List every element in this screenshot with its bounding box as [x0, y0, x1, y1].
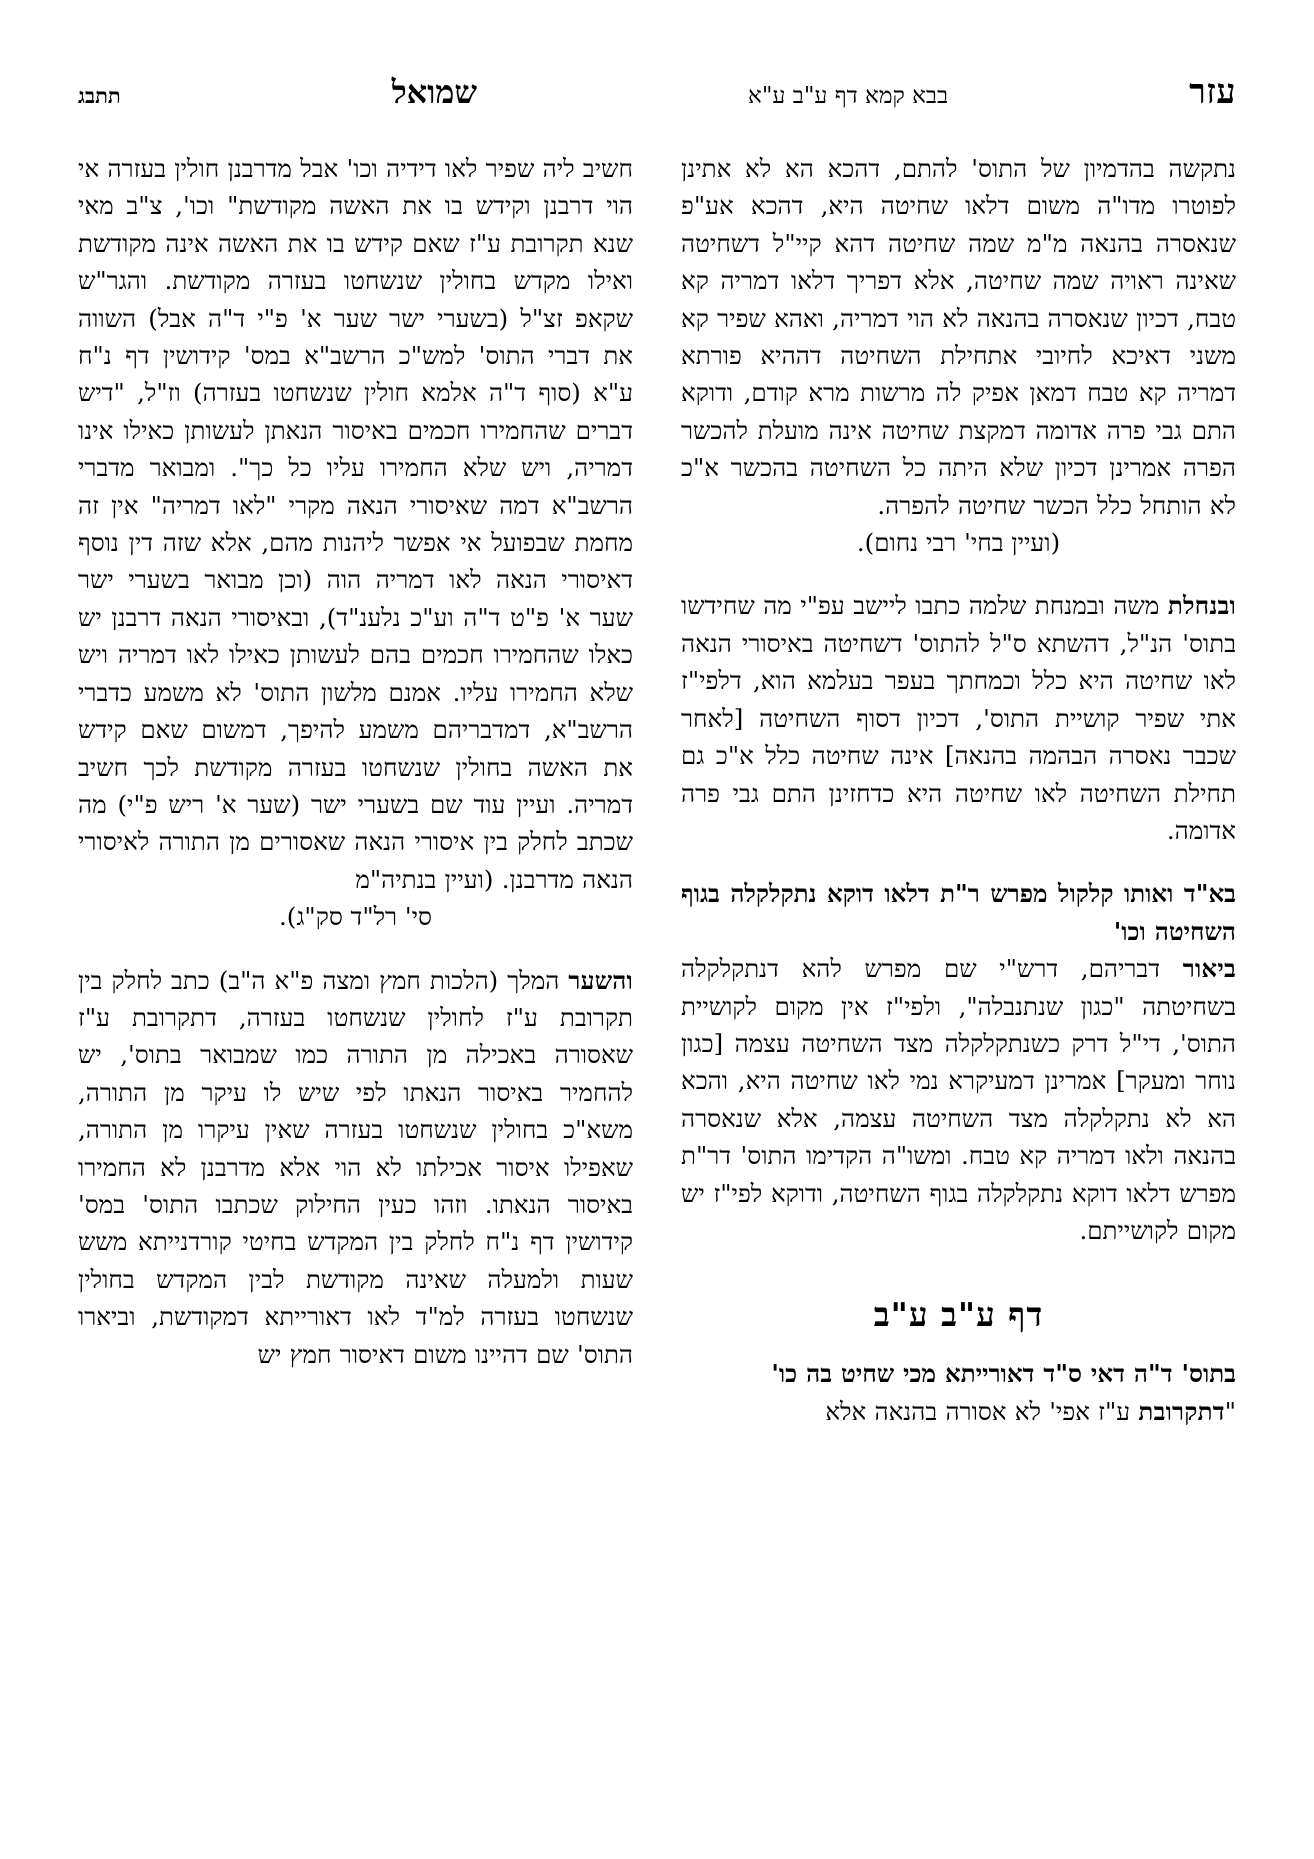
paragraph-vehashaar-hamelech: [78, 962, 633, 1373]
paragraph-dibur-hamatchil-betos: [681, 1355, 1236, 1392]
paragraph-siman-reference: [78, 898, 633, 935]
right-column: [681, 150, 1236, 1819]
lead-word-detikrovet: דתקרובת: [1138, 1396, 1225, 1426]
paragraph-beur: [681, 950, 1236, 1249]
page-header: [78, 72, 1236, 118]
lead-word-uvnachalat: ובנחלת: [1167, 591, 1236, 621]
paragraph-uvnachalat: [681, 587, 1236, 849]
quote-open-mark: ": [1224, 1396, 1236, 1426]
paragraph-netkasha: [681, 150, 1236, 524]
paragraph-body: ע"ז אפי' לא אסורה בהנאה אלא: [825, 1396, 1139, 1426]
paragraph-detikrovet: [681, 1393, 1236, 1430]
section-heading-daf-72b: דף ע"ב ע"ב: [873, 1295, 1044, 1335]
paragraph-vaayen-bechi: [681, 524, 1236, 561]
paragraph-body: משה ובמנחת שלמה כתבו ליישב עפ"י מה שחידשו בתוס' הנ"ל, דהשתא ס"ל להתוס' דשחיטה באיסורי הנאה לאו שחיטה היא כלל וכמחתך בעפר בעלמא הוא, דלפי"ז אתי שפיר קושיית התוס', דכיון דסוף השחיטה [לאחר שכבר נאסרה הבהמה בהנאה] אינה שחיטה כלל א"כ גם תחילת השחיטה לאו שחיטה היא כדחזינן התם גבי פרה אדומה.: [681, 591, 1236, 845]
lead-word-vehashaar: והשער: [568, 965, 633, 995]
header-work-name-ezer: עזר: [1189, 72, 1236, 112]
paragraph-continued-top: [78, 150, 633, 898]
lead-word-beur: ביאור: [1182, 954, 1236, 984]
paragraph-body: בא"ד ואותו קלקול מפרש ר"ת דלאו דוקא נתקלקלה בגוף השחיטה וכו': [681, 879, 1236, 946]
paragraph-body: חשיב ליה שפיר לאו דידיה וכו' אבל מדרבנן חולין בעזרה אי הוי דרבנן וקידש בו את האשה מקודשת" וכו', צ"ב מאי שנא תקרובת ע"ז שאם קידש בו את האשה אינה מקודשת ואילו מקדש בחולין שנשחטו בעזרה מקודשת. והגר"ש שקאפ זצ"ל (בשערי ישר שער א' פ"י ד"ה אבל) השווה את דברי התוס' למש"כ הרשב"א במס' קידושין דף נ"ח ע"א (סוף ד"ה אלמא חולין שנשחטו בעזרה) וז"ל, "דיש דברים שהחמירו חכמים באיסור הנאתן לעשותן כאילו אינו דמריה, ויש שלא החמירו עליו כל כך". ומבואר מדברי הרשב"א דמה שאיסורי הנאה מקרי "לאו דמריה" אין זה מחמת שבפועל אי אפשר ליהנות מהם, אלא שזה דין נוסף דאיסורי הנאה לאו דמריה הוה (וכן מבואר בשערי ישר שער א' פ"ט ד"ה וע"כ נלענ"ד), ובאיסורי הנאה דרבנן יש כאלו שהחמירו חכמים בהם לעשותן כאילו לאו דמריה ויש שלא החמירו עליו. אמנם מלשון התוס' לא משמע כדברי הרשב"א, דמדבריהם משמע להיפך, דמשום שאם קידש את האשה בחולין שנשחטו בעזרה מקודשת לכך חשיב דמריה. ועיין עוד שם בשערי ישר (שער א' ריש פ"י) מה שכתב לחלק בין איסורי הנאה שאסורים מן התורה לאיסורי הנאה מדרבנן. (ועיין בנתיה"מ: [78, 154, 633, 894]
paragraph-body: (ועיין בחי' רבי נחום).: [856, 528, 1061, 558]
header-page-number: תתבג: [78, 83, 121, 108]
header-work-name-shmuel: שמואל: [391, 73, 478, 111]
paragraph-body: דבריהם, דרש"י שם מפרש להא דנתקלקלה בשחיטתה "כגון שנתנבלה", ולפי"ז אין מקום לקושיית התוס', די"ל דרק כשנתקלקלה מצד השחיטה עצמה [כגון נוחר ומעקר] אמרינן דמעיקרא נמי לאו שחיטה היא, והכא הא לא נתקלקלה מצד השחיטה עצמה, אלא שנאסרה בהנאה ולאו דמריה קא טבח. ומשו"ה הקדימו התוס' דר"ת מפרש דלאו דוקא נתקלקלה בגוף השחיטה, ודוקא לפי"ז יש מקום לקושייתם.: [681, 954, 1236, 1245]
paragraph-dibur-hamatchil-bad: [681, 875, 1236, 950]
paragraph-body: סי' רל"ד סק"ג).: [279, 902, 432, 932]
paragraph-body: המלך (הלכות חמץ ומצה פ"א ה"ב) כתב לחלק בין תקרובת ע"ז לחולין שנשחטו בעזרה, דתקרובת ע"ז שאסורה באכילה מן התורה כמו שמבואר בתוס', יש להחמיר באיסור הנאתו לפי שיש לו עיקר מן התורה, משא"כ בחולין שנשחטו בעזרה שאין עיקרו מן התורה, שאפילו איסור אכילתו לא הוי אלא מדרבנן לא החמירו באיסור הנאתו. וזהו כעין החילוק שכתבו התוס' במס' קידושין דף נ"ח לחלק בין המקדש בחיטי קורדנייתא משש שעות ולמעלה שאינה מקודשת לבין המקדש בחולין שנשחטו בעזרה למ"ד לאו דאורייתא דמקודשת, וביארו התוס' שם דהיינו משום דאיסור חמץ יש: [78, 965, 633, 1369]
left-column: [78, 150, 633, 1819]
paragraph-body: בתוס' ד"ה דאי ס"ד דאורייתא מכי שחיט בה כו': [771, 1359, 1236, 1389]
body-columns: [78, 150, 1236, 1819]
header-tractate-reference: בבא קמא דף ע"ב ע"א: [748, 83, 949, 109]
paragraph-body: נתקשה בהדמיון של התוס' להתם, דהכא הא לא אתינן לפוטרו מדו"ה משום דלאו שחיטה היא, דהכא אע"פ שנאסרה בהנאה מ"מ שמה שחיטה דהא קיי"ל דשחיטה שאינה ראויה שמה שחיטה, אלא דפריך דלאו דמריה קא טבח, דכיון שנאסרה בהנאה לא הוי דמריה, ואהא שפיר קא משני דאיכא לחיובי אתחילת השחיטה דההיא פורתא דמריה קא טבח דמאן אפיק לה מרשות מרא קודם, ודוקא התם גבי פרה אדומה דמקצת שחיטה אינה מועלת להכשר הפרה אמרינן דכיון שלא היתה כל השחיטה בהכשר א"כ לא הותחל כלל הכשר שחיטה להפרה.: [681, 154, 1236, 520]
